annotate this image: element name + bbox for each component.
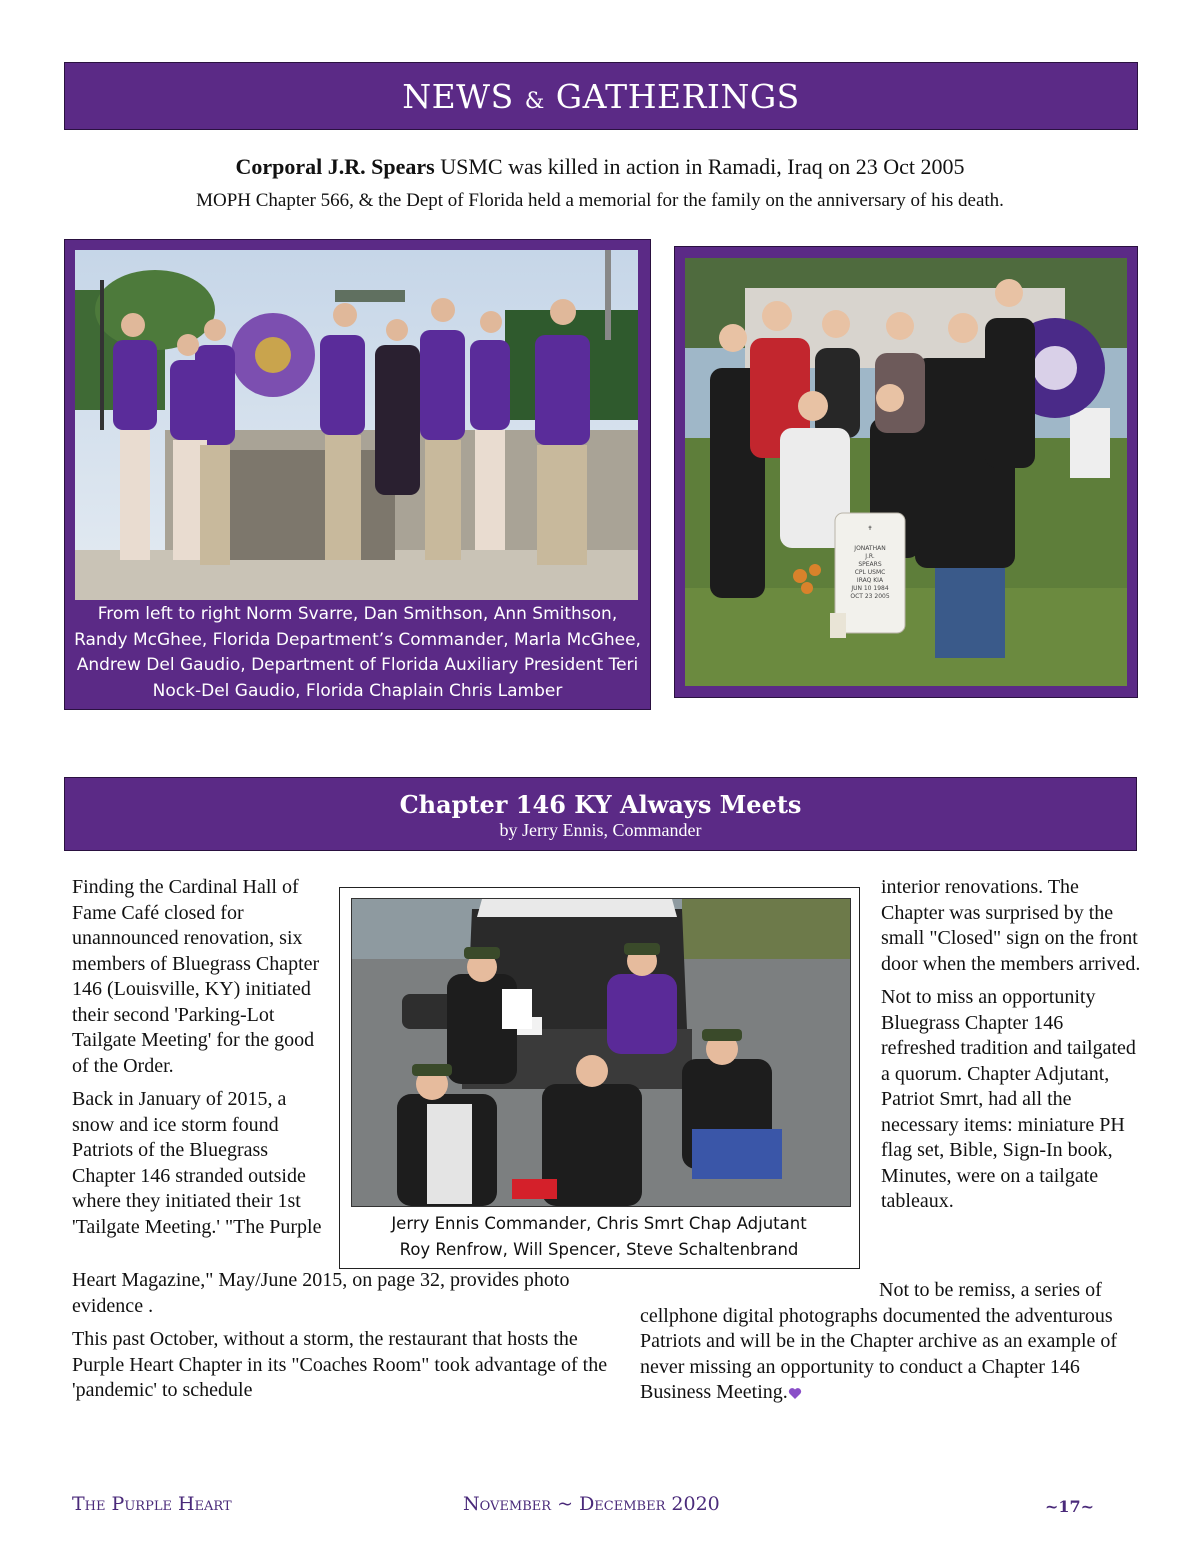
section-title: [65, 63, 1137, 136]
headstone-line-7: OCT 23 2005: [850, 593, 890, 600]
caption-line-2: Roy Renfrow, Will Spencer, Steve Schaltenbrand: [399, 1240, 799, 1259]
footer-publication-name: The Purple Heart: [72, 1493, 232, 1515]
section-banner-chapter-146: [64, 777, 1137, 851]
headstone-line-3: SPEARS: [858, 561, 882, 568]
article-paragraph-2: Back in January of 2015, a snow and ice storm found Patriots of the Bluegrass Chapter 146 stranded outside where they initiated their 1st 'Tailgate Meeting.' "The Purple: [72, 1088, 322, 1238]
headstone-line-1: JONATHAN: [854, 545, 886, 552]
svg-text:✝: ✝: [867, 525, 873, 532]
article-column-left: [72, 875, 322, 1240]
photo-caption-tailgate: [340, 1211, 858, 1263]
footer-page-number: ~17~: [1045, 1497, 1095, 1516]
photo-memorial-group: [75, 250, 638, 600]
article-paragraph-6-start: Not to be remiss, a series: [879, 1279, 1081, 1301]
article-column-right: [881, 875, 1141, 1215]
article-title: Chapter 146 KY Always Meets: [399, 790, 802, 819]
title-word-news: NEWS: [402, 77, 514, 116]
headstone-line-2: J.R.: [865, 553, 875, 560]
article-paragraph-1: Finding the Cardinal Hall of Fame Café closed for unannounced renovation, six members of Bluegrass Chapter 146 (Louisville, KY) initiated their second 'Parking-Lot Tailgate Meeting' for the good of the Order.: [72, 876, 320, 1077]
headstone-line-6: JUN 10 1984: [851, 585, 889, 592]
intro-subline: MOPH Chapter 566, & the Dept of Florida held a memorial for the family on the anniversary of his death.: [196, 190, 1004, 211]
photo-frame-tailgate: [339, 887, 860, 1269]
headstone-line-4: CPL USMC: [854, 569, 886, 576]
gravesite-illustration: [685, 258, 1127, 686]
tailgate-illustration: [352, 899, 850, 1206]
article-column-left-bottom: [72, 1268, 612, 1404]
footer-issue-date: November ~ December 2020: [463, 1493, 720, 1515]
section-banner-news-gatherings: [64, 62, 1138, 130]
photo-tailgate-meeting: [351, 898, 851, 1207]
intro-headline: [0, 154, 1200, 180]
article-paragraph-5: Not to miss an opportunity Bluegrass Chapter 146 refreshed tradition and tailgated a quorum. Chapter Adjutant, Patriot Smrt, had all the necessary items: miniature PH flag set, Bible, Sign-In book, Minutes, were on a tailgate tableaux.: [881, 986, 1136, 1212]
photo-frame-memorial-group: [64, 239, 651, 710]
headstone-line-5: IRAQ KIA: [856, 577, 884, 584]
photo-gravesite-family: [685, 258, 1127, 686]
article-paragraph-3: This past October, without a storm, the restaurant that hosts the Purple Heart Chapter in its "Coaches Room" took advantage of the 'pandemic' to schedule: [72, 1328, 608, 1401]
article-column-right-bottom: [640, 1278, 1140, 1406]
intro-name: Corporal J.R. Spears: [235, 154, 435, 179]
article-byline: by Jerry Ennis, Commander: [499, 820, 702, 840]
title-ampersand: &: [524, 89, 545, 114]
memorial-group-illustration: [75, 250, 638, 600]
purple-heart-icon: [788, 1387, 802, 1400]
article-paragraph-4: interior renovations. The Chapter was surprised by the small "Closed" sign on the front door when the members arrived.: [881, 876, 1141, 975]
photo-caption-memorial-group: From left to right Norm Svarre, Dan Smithson, Ann Smithson, Randy McGhee, Florida Department’s Commander, Marla McGhee, Andrew Del Gaudio, Department of Florida Auxiliary President Teri Nock-Del Gaudio, Florida Chaplain Chris Lamber: [74, 604, 641, 701]
photo-frame-gravesite: [674, 246, 1138, 698]
caption-line-1: Jerry Ennis Commander, Chris Smrt Chap Adjutant: [391, 1214, 807, 1233]
article-paragraph-6: of cellphone digital photographs documented the adventurous Patriots and will be in the Chapter archive as an example of never missing an opportunity to conduct a Chapter 146 Business Meeting.: [640, 1279, 1118, 1403]
title-word-gatherings: GATHERINGS: [555, 77, 800, 116]
article-paragraph-2-cont: Heart Magazine," May/June 2015, on page 32, provides photo evidence .: [72, 1269, 570, 1317]
intro-line1: USMC was killed in action in Ramadi, Iraq on 23 Oct 2005: [434, 154, 965, 179]
